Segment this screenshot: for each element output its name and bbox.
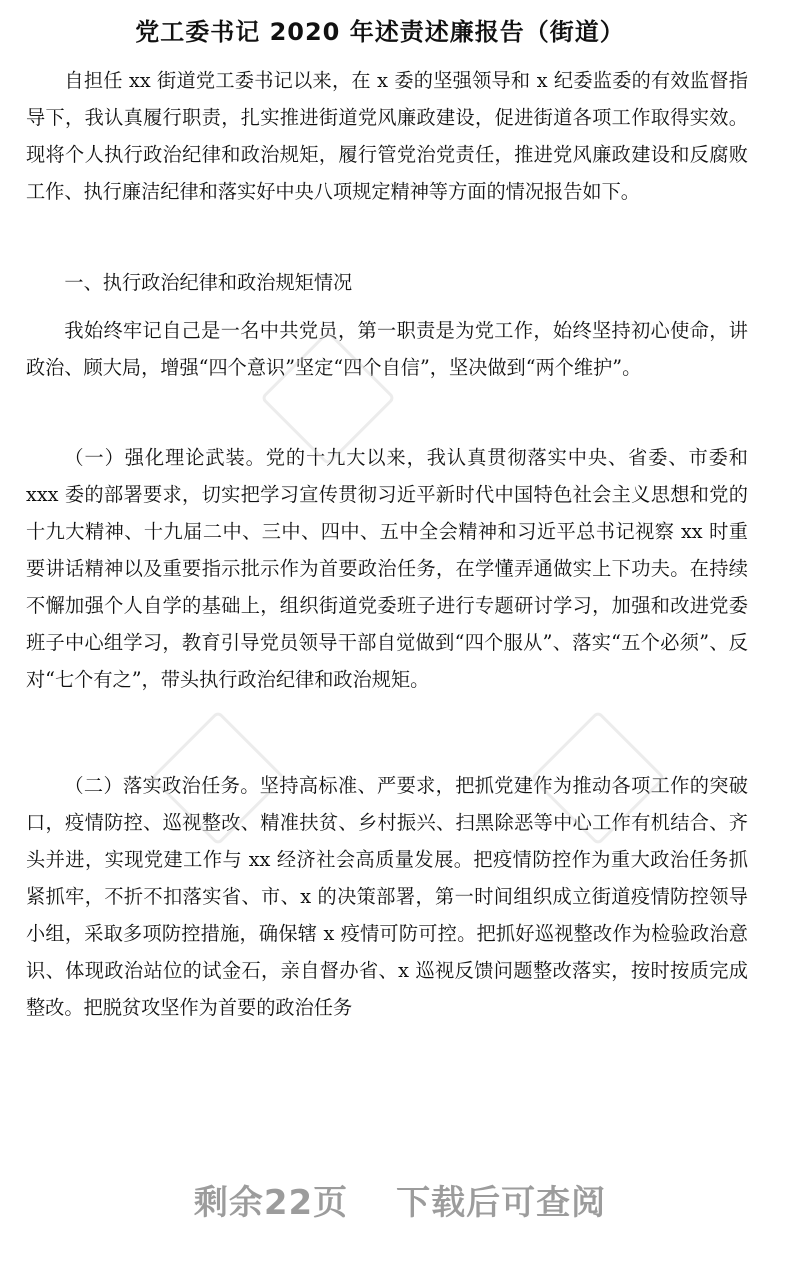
download-prompt[interactable] xyxy=(0,1175,800,1224)
section-1-heading: 一、执行政治纪律和政治规矩情况 xyxy=(64,271,353,294)
intro-paragraph: 自担任 xx 街道党工委书记以来，在 x 委的坚强领导和 x 纪委监委的有效监督指导下，我认真履行职责，扎实推进街道党风廉政建设，促进街道各项工作取得实效。现将个人执行政治纪律和政治规矩，履行管党治党责任，推进党风廉政建设和反腐败工作、执行廉洁纪律和落实好中央八项规定精神等方面的情况报告如下。 xyxy=(26,69,748,203)
remaining-pages-label: 剩余22页 xyxy=(193,1183,349,1223)
download-to-view-label: 下载后可查阅 xyxy=(396,1183,607,1223)
section-1-paragraph: 我始终牢记自己是一名中共党员，第一职责是为党工作，始终坚持初心使命，讲政治、顾大局，增强“四个意识”坚定“四个自信”，坚决做到“两个维护”。 xyxy=(26,319,748,379)
subsection-1-paragraph: （一）强化理论武装。党的十九大以来，我认真贯彻落实中央、省委、市委和 xxx 委的部署要求，切实把学习宣传贯彻习近平新时代中国特色社会主义思想和党的十九大精神、十九届二中、三中、四中、五中全会精神和习近平总书记视察 xx 时重要讲话精神以及重要指示批示作为首要政治任务，在学懂弄通做实上下功夫。在持续不懈加强个人自学的基础上，组织街道党委班子进行专题研讨学习，加强和改进党委班子中心组学习，教育引导党员领导干部自觉做到“四个服从”、落实“五个必须”、反对“七个有之”，带头执行政治纪律和政治规矩。 xyxy=(26,446,748,691)
document-title: 党工委书记 2020 年述责述廉报告（街道） xyxy=(135,18,625,46)
subsection-2-paragraph: （二）落实政治任务。坚持高标准、严要求，把抓党建作为推动各项工作的突破口，疫情防控、巡视整改、精准扶贫、乡村振兴、扫黑除恶等中心工作有机结合、齐头并进，实现党建工作与 xx 经济社会高质量发展。把疫情防控作为重大政治任务抓紧抓牢，不折不扣落实省、市、x 的决策部署，第一时间组织成立街道疫情防控领导小组，采取多项防控措施，确保辖 x 疫情可防可控。把抓好巡视整改作为检验政治意识、体现政治站位的试金石，亲自督办省、x 巡视反馈问题整改落实，按时按质完成整改。把脱贫攻坚作为首要的政治任务 xyxy=(26,774,748,1019)
